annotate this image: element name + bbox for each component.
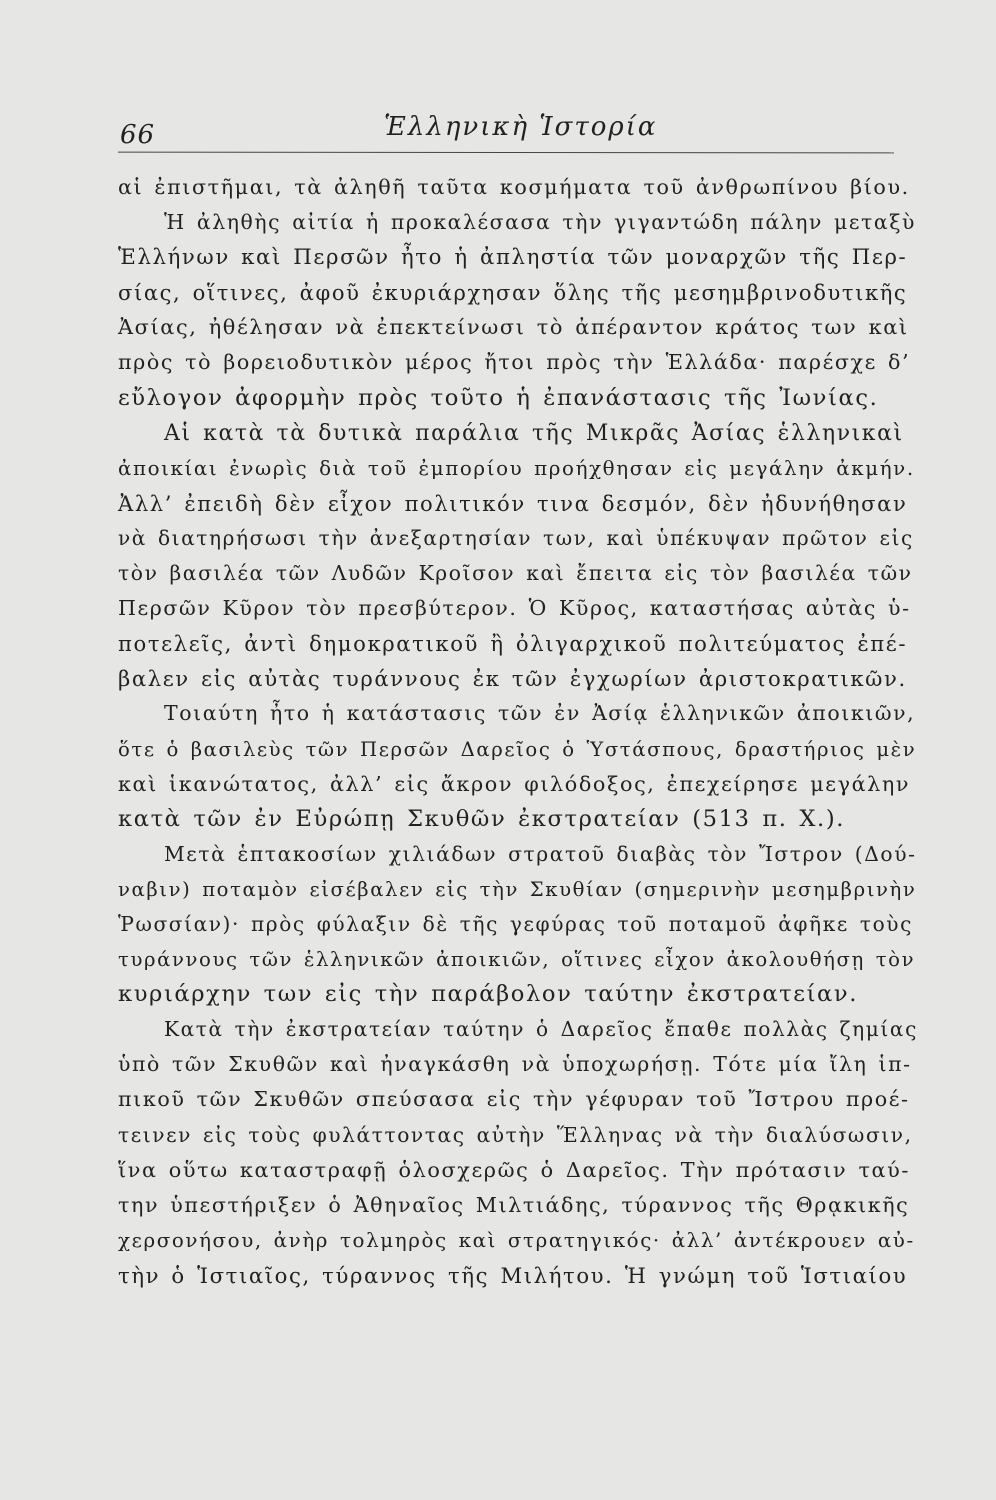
text-line: ὅτε ὁ βασιλεὺς τῶν Περσῶν Δαρεῖος ὁ Ὑστάσπους, δραστήριος μὲν [118, 737, 917, 761]
text-line: νὰ διατηρήσωσι τὴν ἀνεξαρτησίαν των, καὶ ὑπέκυψαν πρῶτον εἰς [118, 525, 914, 550]
page-header [118, 112, 894, 152]
text-line: πικοῦ τῶν Σκυθῶν σπεύσασα εἰς τὴν γέφυραν τοῦ Ἴστρου προέ- [118, 1087, 910, 1112]
text-line: Ἡ ἀληθὴς αἰτία ἡ προκαλέσασα τὴν γιγαντώδη πάλην μεταξὺ [164, 210, 917, 235]
text-line: Περσῶν Κῦρον τὸν πρεσβύτερον. Ὁ Κῦρος, καταστήσας αὐτὰς ὑ- [118, 596, 911, 621]
text-line: ποτελεῖς, ἀντὶ δημοκρατικοῦ ἢ ὀλιγαρχικοῦ πολιτεύματος ἐπέ- [118, 631, 908, 657]
text-line: Ἀλλ’ ἐπειδὴ δὲν εἶχον πολιτικόν τινα δεσμόν, δὲν ἠδυνήθησαν [118, 490, 908, 516]
text-line: Μετὰ ἑπτακοσίων χιλιάδων στρατοῦ διαβὰς τὸν Ἴστρον (Δού- [164, 841, 917, 866]
running-title: Ἑλληνικὴ Ἱστορία [384, 112, 658, 142]
text-line: αἱ ἐπιστῆμαι, τὰ ἀληθῆ ταῦτα κοσμήματα τοῦ ἀνθρωπίνου βίου. [118, 175, 910, 199]
text-line: σίας, οἵτινες, ἀφοῦ ἐκυριάρχησαν ὅλης τῆς μεσημβρινοδυτικῆς [118, 280, 908, 306]
text-line: τὸν βασιλέα τῶν Λυδῶν Κροῖσον καὶ ἔπειτα εἰς τὸν βασιλέα τῶν [118, 561, 913, 586]
text-line: ἀποικίαι ἐνωρὶς διὰ τοῦ ἐμπορίου προήχθησαν εἰς μεγάλην ἀκμήν. [118, 456, 915, 480]
text-line: Τοιαύτη ἦτο ἡ κατάστασις τῶν ἐν Ἀσίᾳ ἑλληνικῶν ἀποικιῶν, [164, 701, 916, 726]
text-line: ἵνα οὕτω καταστραφῇ ὁλοσχερῶς ὁ Δαρεῖος. Τὴν πρότασιν ταύ- [118, 1157, 911, 1182]
text-line: Ῥωσσίαν)· πρὸς φύλαξιν δὲ τῆς γεφύρας τοῦ ποταμοῦ ἀφῆκε τοὺς [118, 911, 913, 936]
text-line: Αἱ κατὰ τὰ δυτικὰ παράλια τῆς Μικρᾶς Ἀσίας ἑλληνικαὶ [164, 420, 904, 446]
text-line: την ὑπεστήριξεν ὁ Ἀθηναῖος Μιλτιάδης, τύραννος τῆς Θρᾳκικῆς [118, 1192, 910, 1217]
text-line: ναβιν) ποταμὸν εἰσέβαλεν εἰς τὴν Σκυθίαν (σημερινὴν μεσημβρινὴν [118, 877, 917, 901]
text-line: κατὰ τῶν ἐν Εὐρώπῃ Σκυθῶν ἐκστρατείαν (513 π. Χ.). [118, 805, 846, 832]
text-line: καὶ ἱκανώτατος, ἀλλ’ εἰς ἄκρον φιλόδοξος, ἐπεχείρησε μεγάλην [118, 771, 911, 796]
text-line: πρὸς τὸ βορειοδυτικὸν μέρος ἤτοι πρὸς τὴν Ἑλλάδα· παρέσχε δ’ [118, 350, 911, 375]
text-line: τὴν ὁ Ἱστιαῖος, τύραννος τῆς Μιλήτου. Ἡ γνώμη τοῦ Ἱστιαίου [118, 1262, 908, 1288]
text-line: βαλεν εἰς αὐτὰς τυράννους ἐκ τῶν ἐγχωρίων ἀριστοκρατικῶν. [118, 666, 907, 692]
header-rule [118, 152, 894, 154]
text-line: Ἑλλήνων καὶ Περσῶν ἦτο ἡ ἀπληστία τῶν μοναρχῶν τῆς Περ- [118, 245, 908, 271]
text-line: εὔλογον ἀφορμὴν πρὸς τοῦτο ἡ ἐπανάστασις τῆς Ἰωνίας. [118, 384, 879, 411]
text-line: τεινεν εἰς τοὺς φυλάττοντας αὐτὴν Ἕλληνας νὰ τὴν διαλύσωσιν, [118, 1122, 913, 1147]
body-text [118, 170, 918, 1293]
text-line: ὑπὸ τῶν Σκυθῶν καὶ ἠναγκάσθη νὰ ὑποχωρήσῃ. Τότε μία ἴλη ἱπ- [118, 1052, 912, 1077]
text-line: τυράννους τῶν ἑλληνικῶν ἀποικιῶν, οἵτινες εἶχον ἀκολουθήσῃ τὸν [118, 948, 916, 972]
page-number: 66 [120, 120, 156, 150]
text-line: χερσονήσου, ἀνὴρ τολμηρὸς καὶ στρατηγικός· ἀλλ’ ἀντέκρουεν αὐ- [118, 1228, 915, 1252]
text-line: Κατὰ τὴν ἐκστρατείαν ταύτην ὁ Δαρεῖος ἔπαθε πολλὰς ζημίας [164, 1017, 918, 1042]
text-line: Ἀσίας, ἠθέλησαν νὰ ἐπεκτείνωσι τὸ ἀπέραντον κράτος των καὶ [118, 315, 909, 340]
text-line: κυριάρχην των εἰς τὴν παράβολον ταύτην ἐκστρατείαν. [118, 981, 859, 1008]
